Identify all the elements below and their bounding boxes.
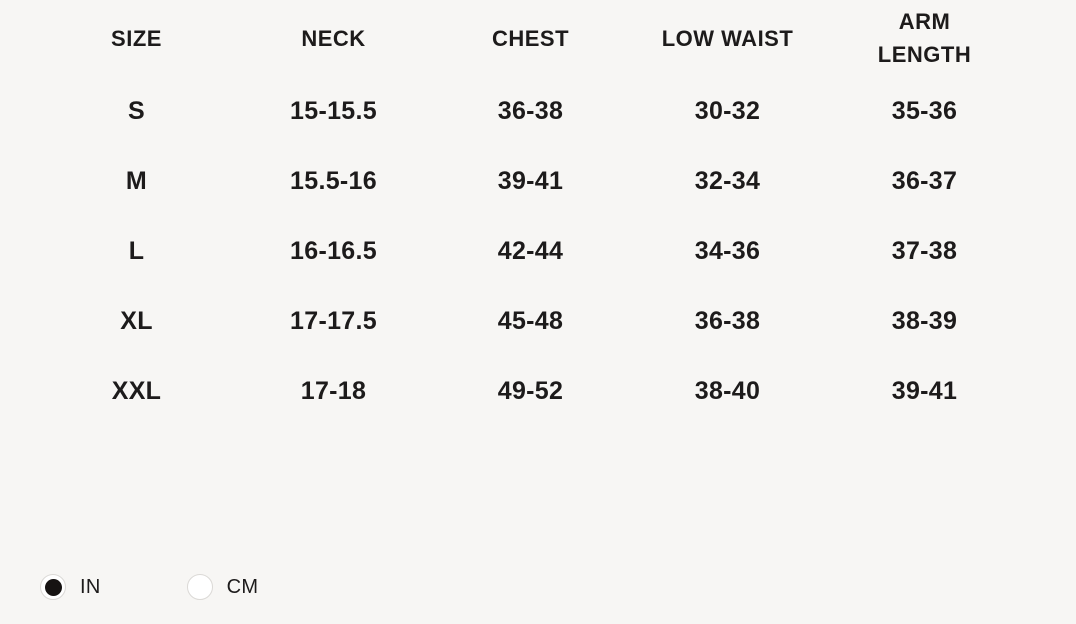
unit-option-in[interactable] xyxy=(40,574,101,600)
chest-value: 39-41 xyxy=(497,166,564,195)
low-waist-value: 32-34 xyxy=(694,166,761,195)
column-header-arm-length xyxy=(826,0,1023,76)
arm-length-value: 38-39 xyxy=(891,306,958,335)
radio-selected-icon xyxy=(40,574,66,600)
column-header-neck xyxy=(235,0,432,76)
arm-length-value: 39-41 xyxy=(891,376,958,405)
column-header-label: SIZE xyxy=(111,25,162,51)
unit-toggle xyxy=(40,574,258,600)
neck-value: 17-18 xyxy=(300,376,367,405)
column-header-low-waist xyxy=(629,0,826,76)
neck-value: 15-15.5 xyxy=(290,96,377,125)
neck-value: 17-17.5 xyxy=(290,306,377,335)
chest-value: 36-38 xyxy=(497,96,564,125)
unit-option-cm[interactable] xyxy=(187,574,259,600)
chest-value: 49-52 xyxy=(497,376,564,405)
radio-unselected-icon xyxy=(187,574,213,600)
column-header-label: NECK xyxy=(301,25,366,51)
unit-option-label: IN xyxy=(80,575,101,598)
arm-length-value: 36-37 xyxy=(891,166,958,195)
arm-length-value: 35-36 xyxy=(891,96,958,125)
size-label: S xyxy=(128,96,145,125)
chest-value: 42-44 xyxy=(497,236,564,265)
column-header-size xyxy=(38,0,235,76)
column-header-label: CHEST xyxy=(491,25,570,51)
low-waist-value: 30-32 xyxy=(694,96,761,125)
neck-value: 16-16.5 xyxy=(290,236,377,265)
chest-value: 45-48 xyxy=(497,306,564,335)
column-header-label: LOW WAIST xyxy=(661,25,794,51)
size-label: L xyxy=(128,236,145,265)
neck-value: 15.5-16 xyxy=(290,166,377,195)
arm-length-value: 37-38 xyxy=(891,236,958,265)
size-label: XXL xyxy=(111,376,162,405)
size-label: M xyxy=(125,166,148,195)
low-waist-value: 34-36 xyxy=(694,236,761,265)
size-label: XL xyxy=(120,306,153,335)
unit-option-label: CM xyxy=(226,575,259,598)
column-header-label: ARM LENGTH xyxy=(877,9,972,67)
low-waist-value: 38-40 xyxy=(694,376,761,405)
column-header-chest xyxy=(432,0,629,76)
low-waist-value: 36-38 xyxy=(694,306,761,335)
